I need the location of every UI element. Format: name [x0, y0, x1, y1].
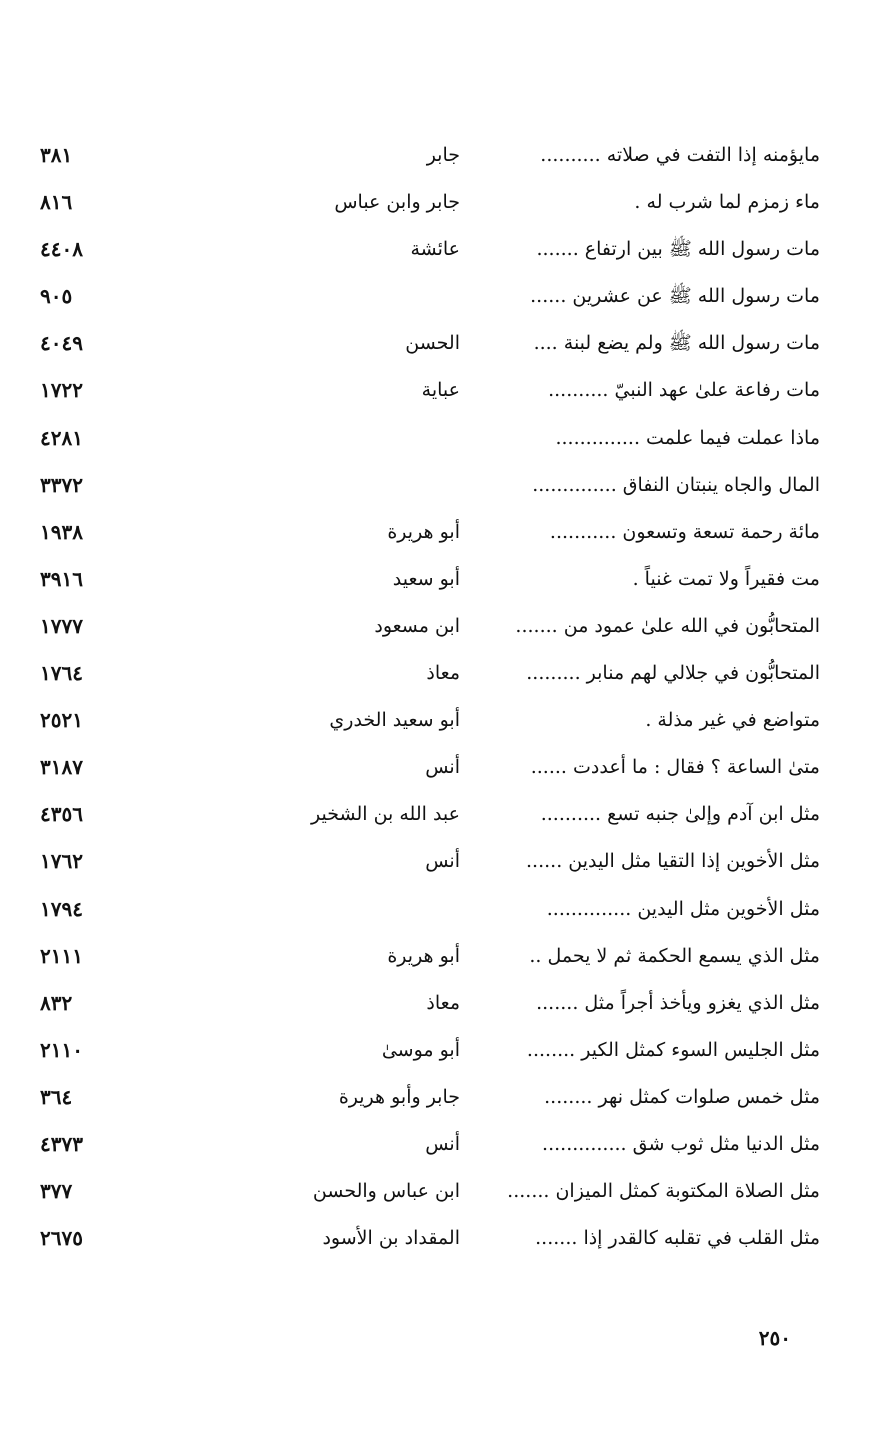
- index-entry: [40, 325, 820, 372]
- index-entry: [40, 1032, 820, 1079]
- hadith-opening-text: مثل الأخوين إذا التقيا مثل اليدين ......: [526, 850, 820, 873]
- narrator-name: عبد الله بن الشخير: [311, 803, 460, 826]
- index-entry: [40, 891, 820, 938]
- narrator-name: معاذ: [426, 991, 460, 1014]
- hadith-opening-text: مثل الأخوين مثل اليدين ..............: [546, 897, 820, 920]
- index-entry: [40, 796, 820, 843]
- index-entry: [40, 1173, 820, 1220]
- hadith-opening-text: مائة رحمة تسعة وتسعون ...........: [549, 520, 820, 543]
- narrator-name: جابر وابن عباس: [334, 191, 460, 214]
- index-entry: [40, 372, 820, 419]
- index-entry: [40, 137, 820, 184]
- hadith-opening-text: مثل الذي يسمع الحكمة ثم لا يحمل ..: [529, 944, 820, 967]
- index-entry: [40, 420, 820, 467]
- narrator-name: أبو سعيد الخدري: [329, 709, 460, 732]
- index-entry: [40, 1079, 820, 1126]
- hadith-number: ١٧٦٤: [40, 661, 83, 686]
- hadith-opening-text: مثل الذي يغزو ويأخذ أجراً مثل .......: [536, 991, 820, 1014]
- hadith-opening-text: مات رسول الله ﷺ بين ارتفاع .......: [536, 238, 820, 261]
- hadith-opening-text: مات رفاعة علىٰ عهد النبيّ ..........: [548, 379, 820, 402]
- hadith-number: ٣٦٤: [40, 1084, 73, 1109]
- hadith-opening-text: متواضع في غير مذلة .: [645, 709, 820, 732]
- narrator-name: أبو هريرة: [387, 944, 460, 967]
- index-entry: [40, 561, 820, 608]
- hadith-number: ٨١٦: [40, 190, 73, 215]
- hadith-opening-text: مثل الدنيا مثل ثوب شق ..............: [542, 1132, 820, 1155]
- hadith-number: ٨٣٢: [40, 990, 73, 1015]
- hadith-opening-text: متىٰ الساعة ؟ فقال : ما أعددت ......: [530, 756, 820, 779]
- hadith-opening-text: مات رسول الله ﷺ ولم يضع لبنة ....: [533, 332, 820, 355]
- narrator-name: معاذ: [426, 662, 460, 685]
- hadith-number: ٤٣٧٣: [40, 1131, 83, 1156]
- page-number: ٢٥٠: [758, 1326, 791, 1350]
- narrator-name: جابر وأبو هريرة: [338, 1085, 460, 1108]
- hadith-number: ١٧٦٢: [40, 849, 83, 874]
- hadith-number: ٣٩١٦: [40, 566, 83, 591]
- hadith-number: ١٧٩٤: [40, 896, 83, 921]
- hadith-opening-text: مت فقيراً ولا تمت غنياً .: [632, 567, 820, 590]
- index-entry: [40, 702, 820, 749]
- hadith-opening-text: ماذا عملت فيما علمت ..............: [555, 426, 820, 449]
- index-entry: [40, 985, 820, 1032]
- hadith-opening-text: مثل الجليس السوء كمثل الكير ........: [526, 1038, 820, 1061]
- narrator-name: أنس: [425, 1132, 460, 1155]
- index-entry: [40, 184, 820, 231]
- index-entry: [40, 749, 820, 796]
- hadith-number: ٣١٨٧: [40, 755, 83, 780]
- index-entry: [40, 608, 820, 655]
- hadith-index-list: [40, 137, 820, 1267]
- hadith-number: ٤٣٥٦: [40, 802, 83, 827]
- narrator-name: عباية: [421, 379, 460, 402]
- index-entry: [40, 655, 820, 702]
- index-entry: [40, 278, 820, 325]
- hadith-opening-text: مايؤمنه إذا التفت في صلاته ..........: [540, 144, 820, 166]
- hadith-opening-text: مثل القلب في تقلبه كالقدر إذا .......: [535, 1227, 820, 1250]
- narrator-name: عائشة: [410, 238, 460, 261]
- hadith-number: ٤٢٨١: [40, 425, 83, 450]
- hadith-number: ٤٤٠٨: [40, 237, 83, 262]
- index-entry: [40, 938, 820, 985]
- hadith-opening-text: مثل ابن آدم وإلىٰ جنبه تسع ..........: [540, 803, 820, 826]
- hadith-number: ٢٦٧٥: [40, 1226, 83, 1251]
- hadith-opening-text: المال والجاه ينبتان النفاق ..............: [532, 473, 820, 496]
- index-entry: [40, 1126, 820, 1173]
- narrator-name: أنس: [425, 850, 460, 873]
- index-entry: [40, 231, 820, 278]
- hadith-number: ١٧٢٢: [40, 378, 83, 403]
- hadith-number: ٣٧٧: [40, 1179, 73, 1204]
- hadith-number: ٢١١٠: [40, 1037, 83, 1062]
- hadith-number: ٤٠٤٩: [40, 331, 83, 356]
- hadith-number: ٣٣٧٢: [40, 472, 83, 497]
- hadith-number: ١٩٣٨: [40, 519, 83, 544]
- narrator-name: الحسن: [405, 332, 460, 355]
- hadith-opening-text: مات رسول الله ﷺ عن عشرين ......: [530, 285, 820, 308]
- narrator-name: ابن مسعود: [374, 614, 460, 637]
- narrator-name: أنس: [425, 756, 460, 779]
- hadith-opening-text: المتحابُّون في الله علىٰ عمود من .......: [515, 614, 820, 637]
- narrator-name: أبو موسىٰ: [381, 1038, 460, 1061]
- narrator-name: أبو سعيد: [392, 567, 460, 590]
- hadith-opening-text: ماء زمزم لما شرب له .: [634, 191, 820, 214]
- hadith-number: ٢٥٢١: [40, 708, 83, 733]
- hadith-opening-text: مثل الصلاة المكتوبة كمثل الميزان .......: [507, 1180, 820, 1203]
- narrator-name: جابر: [426, 144, 460, 166]
- hadith-opening-text: مثل خمس صلوات كمثل نهر ........: [544, 1085, 820, 1108]
- index-entry: [40, 514, 820, 561]
- hadith-number: ١٧٧٧: [40, 613, 83, 638]
- index-entry: [40, 843, 820, 890]
- hadith-number: ٩٠٥: [40, 284, 73, 309]
- hadith-number: ٢١١١: [40, 943, 83, 968]
- hadith-opening-text: المتحابُّون في جلالي لهم منابر .........: [526, 662, 820, 685]
- index-entry: [40, 467, 820, 514]
- narrator-name: ابن عباس والحسن: [312, 1180, 460, 1203]
- narrator-name: المقداد بن الأسود: [322, 1227, 460, 1250]
- index-entry: [40, 1220, 820, 1267]
- narrator-name: أبو هريرة: [387, 520, 460, 543]
- hadith-number: ٣٨١: [40, 143, 73, 167]
